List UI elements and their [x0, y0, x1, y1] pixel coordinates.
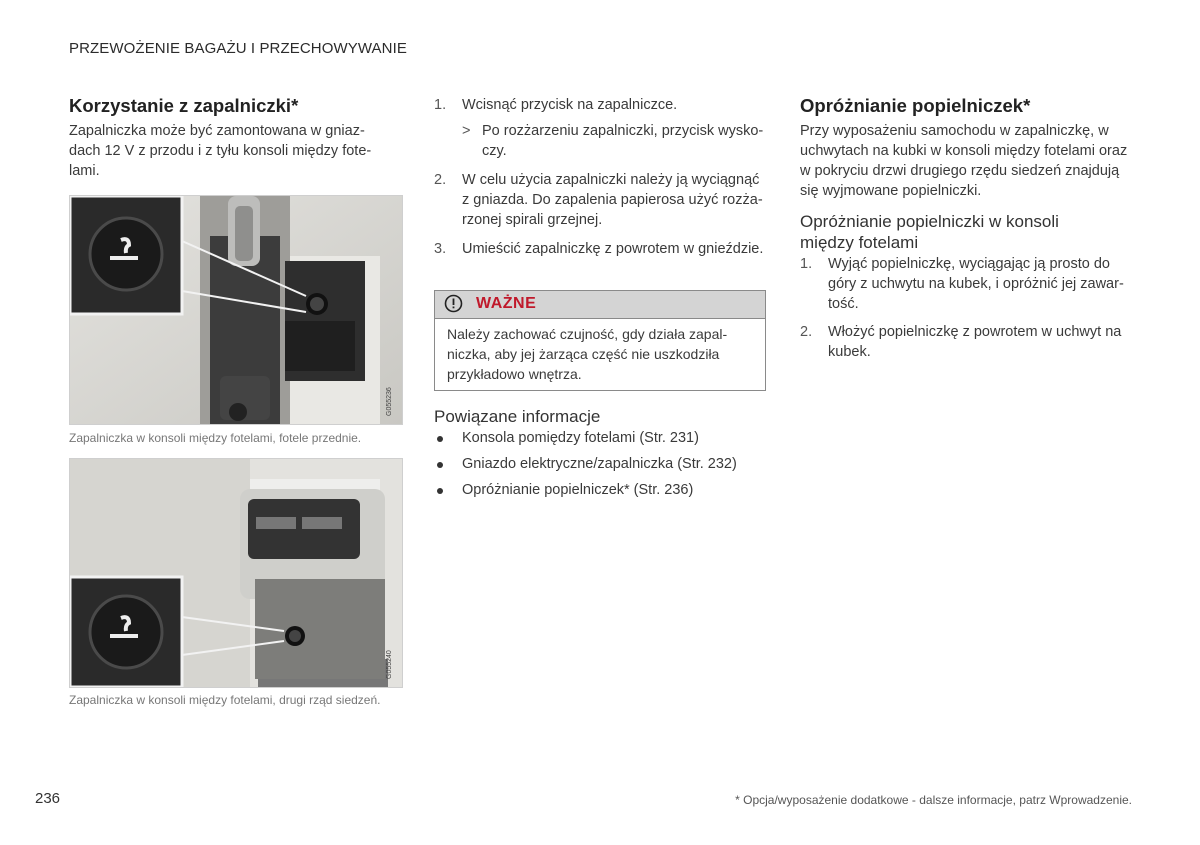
section-header: PRZEWOŻENIE BAGAŻU I PRZECHOWYWANIE [69, 40, 407, 57]
front-console-photo [70, 196, 402, 424]
step-item: 3. Umieścić zapalniczkę z powrotem w gnieździe. [434, 241, 764, 257]
step-item: 2. Włożyć popielniczkę z powrotem w uchwyt na kubek. [800, 324, 1122, 360]
lighter-intro: Zapalniczka może być zamontowana w gniazdach 12 V z przodu i z tyłu konsoli między fotelami. [69, 123, 372, 179]
step-item: 2. W celu użycia zapalniczki należy ją wyciągnąć z gniazda. Do zapalenia papierosa użyć rozżarzonej spirali grzejnej. [434, 172, 763, 228]
step-text: Umieścić zapalniczkę z powrotem w gnieździe. [462, 241, 764, 257]
lighter-steps [434, 95, 766, 266]
step-substep: > Po rozżarzeniu zapalniczki, przycisk wyskoczy. [462, 123, 764, 159]
related-link[interactable]: Konsola pomiędzy fotelami (Str. 231) [434, 428, 766, 448]
bullet-icon [437, 462, 443, 468]
related-link[interactable]: Opróżnianie popielniczek* (Str. 236) [434, 480, 766, 500]
step-text: W celu użycia zapalniczki należy ją wyciągnąć z gniazda. Do zapalenia papierosa użyć rozżarzonej spirali grzejnej. [462, 172, 763, 228]
ashtray-steps [800, 254, 1135, 369]
figure-code: G055236 [386, 387, 393, 416]
heading-lighter: Korzystanie z zapalniczki* [69, 95, 299, 116]
bullet-icon [437, 488, 443, 494]
figure-code: G055240 [386, 650, 393, 679]
related-list [434, 428, 766, 506]
figure-caption: Zapalniczka w konsoli między fotelami, fotele przednie. [69, 431, 362, 445]
step-text: Wcisnąć przycisk na zapalniczce. [462, 97, 678, 113]
step-item: 1. Wyjąć popielniczkę, wyciągając ją prosto do góry z uchwytu na kubek, i opróżnić jej zawartość. [800, 256, 1124, 312]
warning-title: WAŻNE [476, 295, 537, 312]
figure-rear-console [69, 458, 403, 688]
related-heading: Powiązane informacje [434, 407, 601, 426]
warning-box [434, 290, 766, 391]
step-item: 1. Wcisnąć przycisk na zapalniczce. > Po rozżarzeniu zapalniczki, przycisk wyskoczy. [434, 95, 766, 161]
page-number: 236 [35, 790, 61, 807]
heading-ashtray: Opróżnianie popielniczek* [800, 95, 1031, 116]
rear-console-photo [70, 459, 402, 687]
warning-header [435, 291, 765, 319]
ashtray-subheading: Opróżnianie popielniczki w konsoli między fotelami [800, 212, 1059, 252]
figure-front-console [69, 195, 403, 425]
figure-caption: Zapalniczka w konsoli między fotelami, drugi rząd siedzeń. [69, 693, 381, 707]
bullet-icon [437, 436, 443, 442]
warning-circle-icon [444, 294, 463, 313]
step-text: Włożyć popielniczkę z powrotem w uchwyt na kubek. [828, 324, 1122, 360]
step-text: Wyjąć popielniczkę, wyciągając ją prosto do góry z uchwytu na kubek, i opróżnić jej zawartość. [828, 256, 1124, 312]
ashtray-intro: Przy wyposażeniu samochodu w zapalniczkę, w uchwytach na kubki w konsoli między fotelami oraz w pokryciu drzwi drugiego rzędu siedzeń znajdują się wyjmowane popielniczki. [800, 123, 1128, 199]
related-link[interactable]: Gniazdo elektryczne/zapalniczka (Str. 232) [434, 454, 766, 474]
warning-text: Należy zachować czujność, gdy działa zapalniczka, aby jej żarząca część nie uszkodziła przykładowo wnętrza. [447, 326, 728, 382]
footnote: * Opcja/wyposażenie dodatkowe - dalsze informacje, patrz Wprowadzenie. [735, 793, 1132, 807]
